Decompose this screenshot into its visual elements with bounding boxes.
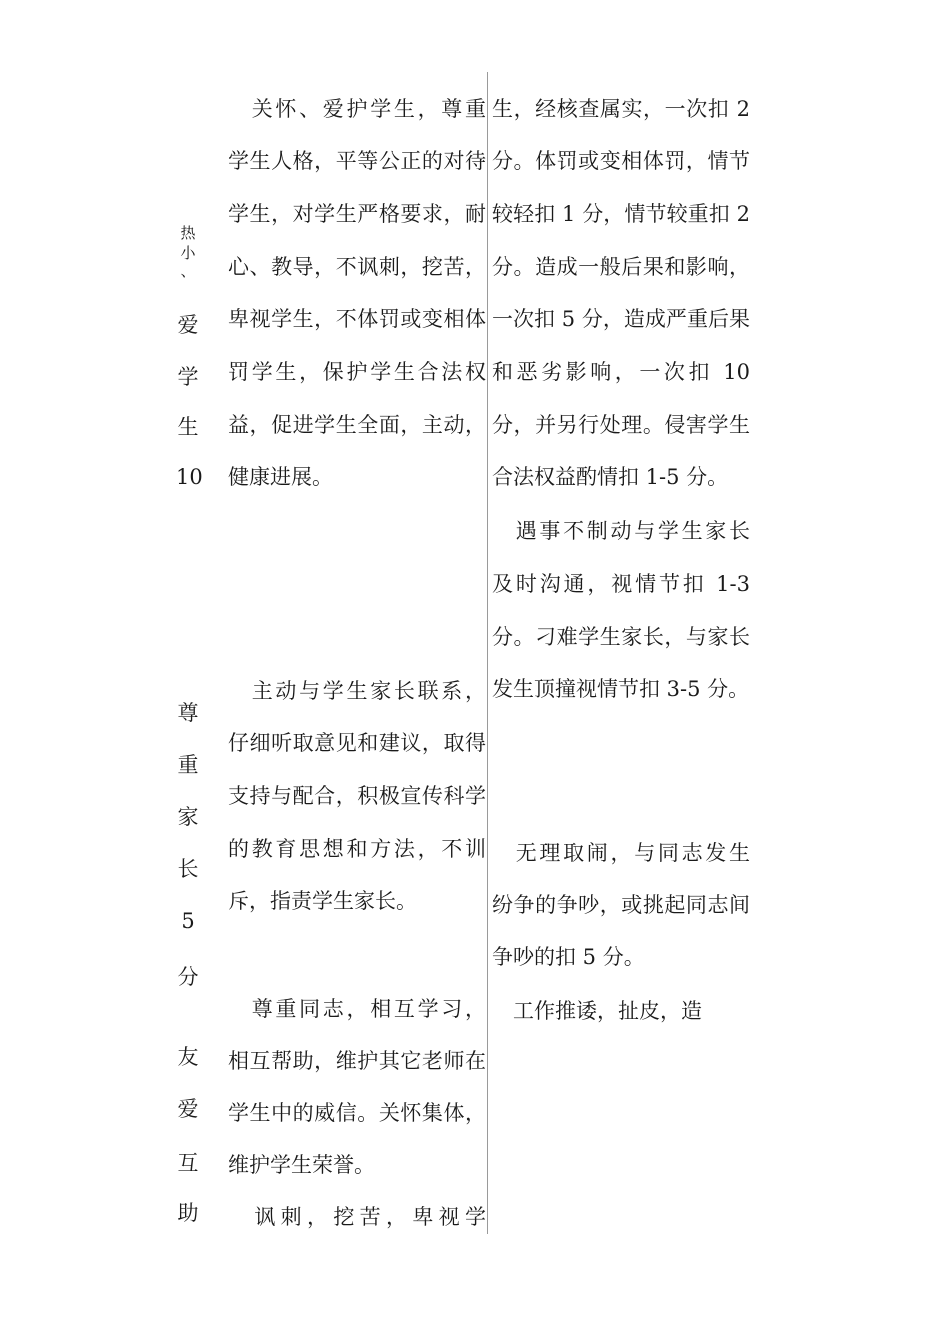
deduction-line: 合法权益酌情扣 1-5 分。 xyxy=(492,465,729,489)
deduction-line: 争吵的扣 5 分。 xyxy=(492,945,645,969)
deduction-line: 分，并另行处理。侵害学生 xyxy=(492,413,750,437)
requirement-line: 主动与学生家长联系， xyxy=(228,679,486,703)
deduction-line: 遇事不制动与学生家长 xyxy=(492,519,750,543)
category-char: 友 xyxy=(177,1045,199,1069)
category-char: 长 xyxy=(177,857,199,881)
requirement-line: 斥，指责学生家长。 xyxy=(228,889,417,913)
category-char: 学 xyxy=(177,365,199,389)
category-char: 助 xyxy=(177,1201,199,1225)
requirement-line: 益，促进学生全面，主动， xyxy=(228,413,486,437)
requirement-line: 学生人格，平等公正的对待 xyxy=(228,149,486,173)
category-char: 爱 xyxy=(177,1097,199,1121)
requirement-line: 学生中的威信。关怀集体， xyxy=(228,1101,486,1125)
requirement-line: 支持与配合，积极宣传科学 xyxy=(228,784,486,808)
requirement-line: 讽刺，挖苦，卑视学 xyxy=(228,1205,486,1229)
requirement-line: 健康进展。 xyxy=(228,465,333,489)
column-divider xyxy=(487,72,488,1234)
requirement-line: 相互帮助，维护其它老师在 xyxy=(228,1049,486,1073)
category-char: 爱 xyxy=(177,313,199,337)
deduction-line: 及时沟通，视情节扣 1-3 xyxy=(492,572,750,596)
deduction-line: 较轻扣 1 分，情节较重扣 2 xyxy=(492,202,750,226)
deduction-line: 分。造成一般后果和影响， xyxy=(492,255,750,279)
deduction-line: 无理取闹，与同志发生 xyxy=(492,841,750,865)
deduction-line: 发生顶撞视情节扣 3-5 分。 xyxy=(492,677,750,701)
requirement-line: 学生，对学生严格要求，耐 xyxy=(228,202,486,226)
deduction-line: 工作推诿，扯皮，造 xyxy=(492,999,702,1023)
requirement-line: 关怀、爱护学生，尊重 xyxy=(228,97,486,121)
deduction-line: 一次扣 5 分，造成严重后果 xyxy=(492,307,750,331)
category-char: 重 xyxy=(177,753,199,777)
category-char: 10 xyxy=(176,465,203,489)
category-char: 5 xyxy=(181,909,195,933)
requirement-line: 的教育思想和方法，不训 xyxy=(228,837,486,861)
deduction-line: 分。刁难学生家长，与家长 xyxy=(492,625,750,649)
deduction-line: 分。体罚或变相体罚，情节 xyxy=(492,149,750,173)
category-char: 小 xyxy=(180,244,196,262)
category-char: 尊 xyxy=(177,701,199,725)
requirement-line: 仔细听取意见和建议，取得 xyxy=(228,731,486,755)
category-char: 互 xyxy=(177,1151,199,1175)
category-char: 、 xyxy=(180,262,196,280)
deduction-line: 生，经核查属实，一次扣 2 xyxy=(492,97,750,121)
requirement-line: 尊重同志，相互学习， xyxy=(228,997,486,1021)
deduction-line: 和恶劣影响，一次扣 10 xyxy=(492,360,750,384)
requirement-line: 心、教导，不讽刺，挖苦， xyxy=(228,255,486,279)
requirement-line: 罚学生，保护学生合法权 xyxy=(228,360,486,384)
requirement-line: 维护学生荣誉。 xyxy=(228,1153,375,1177)
deduction-line: 纷争的争吵，或挑起同志间 xyxy=(492,893,750,917)
category-char: 热 xyxy=(180,224,196,242)
requirement-line: 卑视学生，不体罚或变相体 xyxy=(228,307,486,331)
category-char: 生 xyxy=(177,415,199,439)
category-char: 分 xyxy=(177,965,199,989)
category-char: 家 xyxy=(177,805,199,829)
